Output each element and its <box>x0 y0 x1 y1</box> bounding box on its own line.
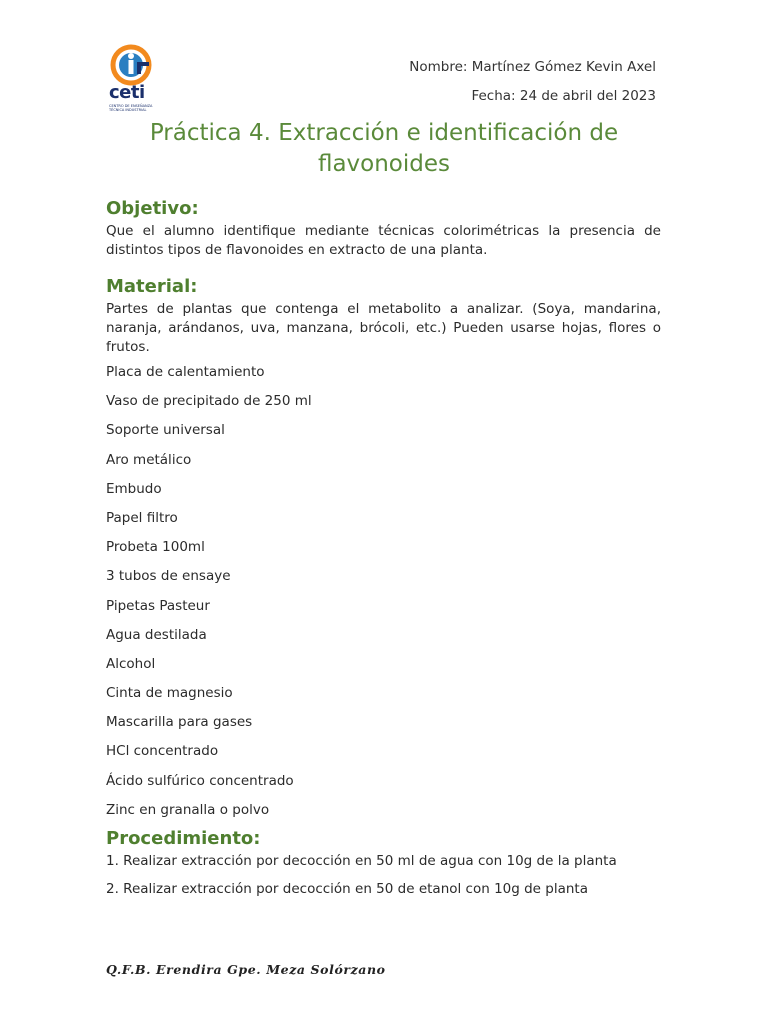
procedimiento-heading: Procedimiento: <box>106 828 261 849</box>
material-list <box>106 363 661 830</box>
objetivo-text: Que el alumno identifique mediante técnicas colorimétricas la presencia de distintos tipos de flavonoides en extracto de una planta. <box>106 223 661 258</box>
list-item: Agua destilada <box>106 626 207 643</box>
material-heading: Material: <box>106 276 198 297</box>
list-item: Ácido sulfúrico concentrado <box>106 772 294 789</box>
list-item: HCl concentrado <box>106 743 219 760</box>
ceti-emblem-icon <box>107 44 159 86</box>
list-item: Aro metálico <box>106 451 192 468</box>
list-item: Alcohol <box>106 655 156 672</box>
page-title: Práctica 4. Extracción e identificación de flavonoides <box>149 120 619 177</box>
list-item: Vaso de precipitado de 250 ml <box>106 393 312 410</box>
header-info <box>409 58 656 116</box>
footer-author: Q.F.B. Erendira Gpe. Meza Solórzano <box>106 962 386 977</box>
list-item: 1. Realizar extracción por decocción en 50 ml de agua con 10g de la planta <box>106 853 617 869</box>
list-item: Zinc en granalla o polvo <box>106 801 270 818</box>
list-item: Embudo <box>106 480 162 497</box>
list-item: Probeta 100ml <box>106 539 205 556</box>
list-item: 2. Realizar extracción por decocción en 50 de etanol con 10g de planta <box>106 881 588 897</box>
list-item: Placa de calentamiento <box>106 364 265 380</box>
objetivo-heading: Objetivo: <box>106 198 199 219</box>
material-intro: Partes de plantas que contenga el metabolito a analizar. (Soya, mandarina, naranja, arándanos, uva, manzana, brócoli, etc.) Pueden usarse hojas, flores o frutos. <box>106 301 661 355</box>
list-item: 3 tubos de ensaye <box>106 568 231 585</box>
list-item: Cinta de magnesio <box>106 685 233 702</box>
ceti-logo <box>107 44 159 118</box>
procedimiento-list <box>106 852 661 908</box>
logo-text: ceti <box>109 82 145 103</box>
list-item: Mascarilla para gases <box>106 714 253 731</box>
date: Fecha: 24 de abril del 2023 <box>471 88 656 104</box>
logo-subtext: CENTRO DE ENSEÑANZA TÉCNICA INDUSTRIAL <box>109 104 153 112</box>
student-name: Nombre: Martínez Gómez Kevin Axel <box>409 59 656 75</box>
list-item: Pipetas Pasteur <box>106 597 210 614</box>
list-item: Papel filtro <box>106 509 178 526</box>
list-item: Soporte universal <box>106 422 225 439</box>
document-body <box>106 196 661 908</box>
